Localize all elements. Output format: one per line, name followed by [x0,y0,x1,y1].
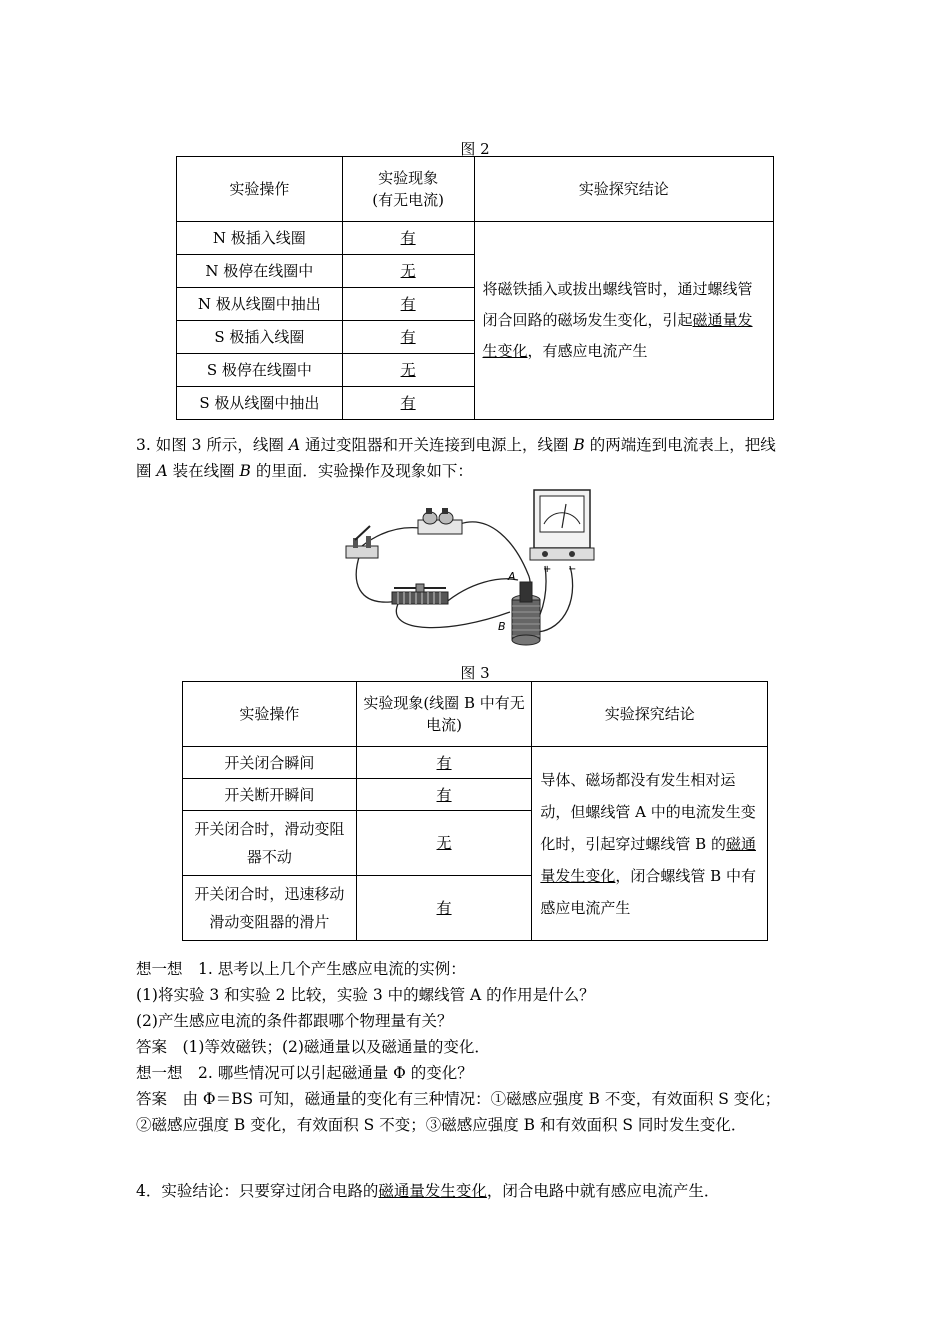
fig3-header-conclusion: 实验探究结论 [532,682,768,747]
table-row-result: 有 [342,321,474,354]
exp3-intro-line2: 圈 A 装在线圈 B 的里面．实验操作及现象如下： [136,462,473,480]
fig2-header-op: 实验操作 [177,157,343,222]
think1-answer: 答案 (1)等效磁铁；(2)磁通量以及磁通量的变化． [136,1038,490,1056]
think1-title: 想一想 1. 思考以上几个产生感应电流的实例： [136,960,466,978]
table-row-result: 有 [356,876,532,941]
table-row-result: 无 [342,255,474,288]
think2-title: 想一想 2. 哪些情况可以引起磁通量 Φ 的变化？ [136,1064,473,1082]
table-row-result: 无 [342,354,474,387]
switch-icon [346,526,378,558]
plus-terminal-label: + [543,564,552,575]
table-row-op: S 极停在线圈中 [177,354,343,387]
table-row-result: 有 [342,387,474,420]
fig3-conclusion-text: 导体、磁场都没有发生相对运动，但螺线管 A 中的电流发生变化时，引起穿过螺线管 B 的 [540,770,756,853]
table-row-op: N 极停在线圈中 [177,255,343,288]
fig2-conclusion-tail: ，有感应电流产生 [527,342,648,360]
battery-icon [418,508,462,534]
table-row-op: 开关闭合瞬间 [183,747,357,779]
coil-icon [512,582,540,645]
fig2-header-conclusion: 实验探究结论 [474,157,774,222]
induction-apparatus-illustration [340,484,612,650]
fig2-header-result: 实验现象 (有无电流) [342,157,474,222]
table-row-op: S 极插入线圈 [177,321,343,354]
fig2-table [176,156,774,420]
table-row-result: 有 [356,747,532,779]
conclusion-text: 4．实验结论：只要穿过闭合电路的 [136,1182,379,1200]
experiment-conclusion [136,1178,816,1204]
fig3-conclusion [532,747,768,941]
fig3-caption: 图 3 [460,664,490,682]
coil-a-label: A [508,570,516,583]
galvanometer-icon [530,490,594,560]
fig3-header-op: 实验操作 [183,682,357,747]
fig2-conclusion-text: 将磁铁插入或拔出螺线管时，通过螺线管闭合回路的磁场发生变化，引起 [482,280,753,329]
fig2-conclusion-underlined: 磁通量发生变化 [482,311,753,360]
table-row-result: 无 [356,811,532,876]
conclusion-underlined: 磁通量发生变化 [378,1182,487,1200]
think1-question-2: (2)产生感应电流的条件都跟哪个物理量有关？ [136,1012,453,1030]
coil-b-label: B [498,620,506,633]
fig3-conclusion-tail: ，闭合螺线管 B 中有感应电流产生 [540,866,756,917]
table-row-result: 有 [342,288,474,321]
fig3-conclusion-underlined: 磁通量发生变化 [540,834,756,885]
table-row-op: 开关断开瞬间 [183,779,357,811]
table-row-op: N 极从线圈中抽出 [177,288,343,321]
think2-answer-line1: 答案 由 Φ＝BS 可知，磁通量的变化有三种情况：①磁感应强度 B 不变，有效面积 S 变化； [136,1090,781,1108]
rheostat-icon [392,584,448,604]
fig2-conclusion [474,222,774,420]
fig3-header-result: 实验现象(线圈 B 中有无电流) [356,682,532,747]
think1-question-1: (1)将实验 3 和实验 2 比较，实验 3 中的螺线管 A 的作用是什么？ [136,986,595,1004]
think2-answer-line2: ②磁感应强度 B 变化，有效面积 S 不变；③磁感应强度 B 和有效面积 S 同时发生变化． [136,1116,747,1134]
fig2-caption: 图 2 [460,140,490,158]
fig3-table [182,681,768,941]
exp3-intro-line1: 3. 如图 3 所示，线圈 A 通过变阻器和开关连接到电源上，线圈 B 的两端连到电流表上，把线 [136,436,776,454]
table-row-op: 开关闭合时，滑动变阻器不动 [183,811,357,876]
conclusion-tail: ，闭合电路中就有感应电流产生． [486,1182,720,1200]
table-row-op: 开关闭合时，迅速移动滑动变阻器的滑片 [183,876,357,941]
table-row-op: N 极插入线圈 [177,222,343,255]
exp3-intro [136,432,816,484]
think1-section [136,956,816,1060]
table-row-result: 有 [342,222,474,255]
table-row-result: 有 [356,779,532,811]
table-row-op: S 极从线圈中抽出 [177,387,343,420]
minus-terminal-label: − [568,564,577,575]
think2-section [136,1060,816,1138]
